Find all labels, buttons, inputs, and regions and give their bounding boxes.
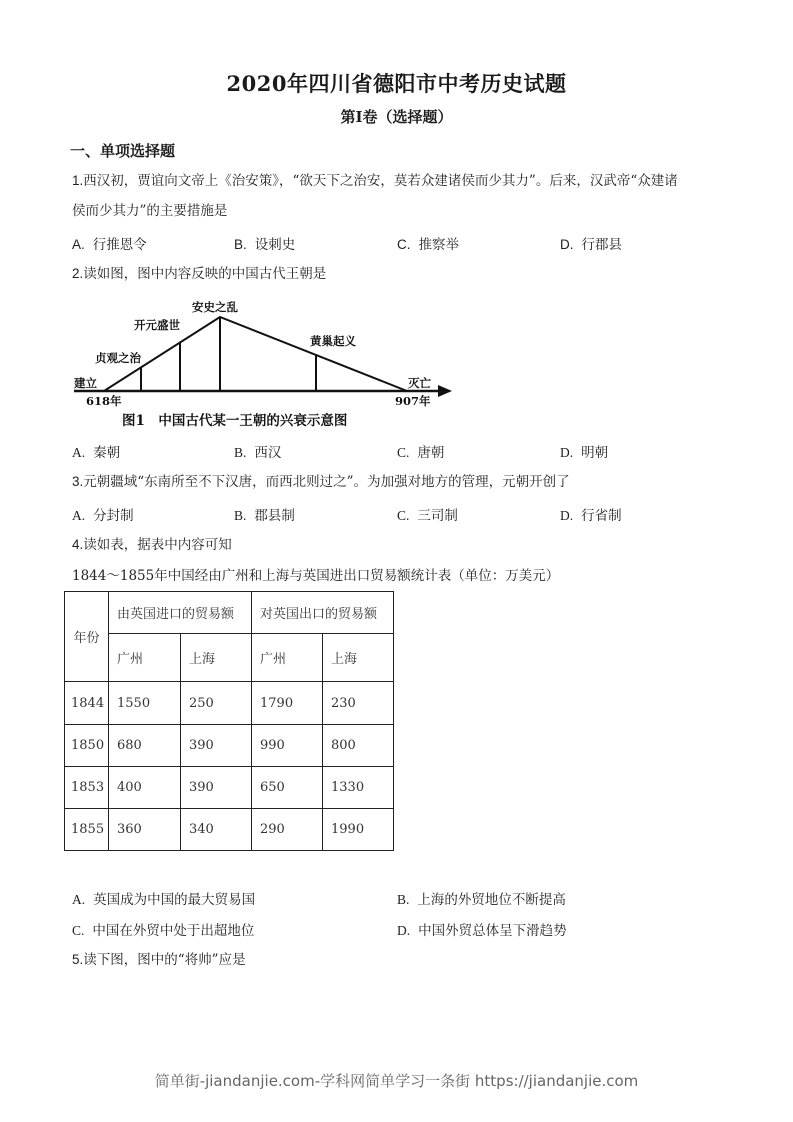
table-row xyxy=(65,767,394,809)
cell-year: 1853 xyxy=(65,767,109,809)
label-start-year: 618年 xyxy=(86,394,122,408)
trade-table xyxy=(64,591,394,851)
header-import: 由英国进口的贸易额 xyxy=(109,592,252,634)
subheader-guangzhou: 广州 xyxy=(252,634,323,682)
cell: 230 xyxy=(323,682,394,725)
option-d[interactable]: D. 行郡县 xyxy=(560,237,622,253)
option-c[interactable]: C. 唐朝 xyxy=(397,445,445,461)
cell: 800 xyxy=(323,725,394,767)
section-heading: 一、单项选择题 xyxy=(70,142,176,160)
label-founding: 建立 xyxy=(74,376,97,390)
question-number: 4. xyxy=(72,537,84,552)
option-a[interactable]: A. 分封制 xyxy=(72,508,134,524)
footer-watermark: 简单街-jiandanjie.com-学科网简单学习一条街 https://jiandanjie.com xyxy=(154,1072,639,1090)
cell-year: 1850 xyxy=(65,725,109,767)
option-d[interactable]: D. 明朝 xyxy=(560,445,609,461)
question-3-line-1: 3.元朝疆域“东南所至不下汉唐，而西北则过之”。为加强对地方的管理，元朝开创了 xyxy=(72,474,570,490)
option-b[interactable]: B. 郡县制 xyxy=(234,508,295,524)
cell: 680 xyxy=(109,725,181,767)
label-fall: 灭亡 xyxy=(408,376,431,390)
option-d[interactable]: D. 行省制 xyxy=(560,508,622,524)
table-header-row xyxy=(65,592,394,634)
question-2-line-1: 2.读如图，图中内容反映的中国古代王朝是 xyxy=(72,266,327,282)
option-c[interactable]: C. 推察举 xyxy=(397,237,459,253)
question-5-line-1: 5.读下图，图中的“将帅”应是 xyxy=(72,952,246,968)
table-row xyxy=(65,809,394,851)
dynasty-rise-fall-diagram xyxy=(70,296,460,430)
label-end-year: 907年 xyxy=(395,394,431,408)
option-b[interactable]: B. 设刺史 xyxy=(234,237,296,253)
option-a[interactable]: A. 秦朝 xyxy=(72,445,121,461)
label-anshi: 安史之乱 xyxy=(192,300,238,314)
question-number: 2. xyxy=(72,266,84,281)
option-d[interactable]: D. 中国外贸总体呈下滑趋势 xyxy=(397,923,567,939)
table-row xyxy=(65,725,394,767)
subheader-shanghai: 上海 xyxy=(323,634,394,682)
cell: 400 xyxy=(109,767,181,809)
option-a[interactable]: A. 行推恩令 xyxy=(72,237,147,253)
question-1-line-1: 1.西汉初，贾谊向文帝上《治安策》，“欲天下之治安，莫若众建诸侯而少其力”。后来，汉武帝“众建诸 xyxy=(72,173,678,189)
cell: 390 xyxy=(181,725,252,767)
option-c[interactable]: C. 三司制 xyxy=(397,508,458,524)
arrow-icon xyxy=(438,385,452,397)
subheader-guangzhou: 广州 xyxy=(109,634,181,682)
cell: 290 xyxy=(252,809,323,851)
question-number: 5. xyxy=(72,952,84,967)
cell: 990 xyxy=(252,725,323,767)
question-number: 3. xyxy=(72,474,84,489)
cell: 1330 xyxy=(323,767,394,809)
option-c[interactable]: C. 中国在外贸中处于出超地位 xyxy=(72,923,255,939)
question-number: 1. xyxy=(72,173,84,188)
label-kaiyuan: 开元盛世 xyxy=(134,318,180,332)
cell: 650 xyxy=(252,767,323,809)
cell: 1990 xyxy=(323,809,394,851)
cell: 340 xyxy=(181,809,252,851)
page-title: 2020年四川省德阳市中考历史试题 xyxy=(226,71,567,96)
subheader-shanghai: 上海 xyxy=(181,634,252,682)
cell-year: 1855 xyxy=(65,809,109,851)
question-1-line-2: 侯而少其力”的主要措施是 xyxy=(72,203,228,219)
option-b[interactable]: B. 上海的外贸地位不断提高 xyxy=(397,892,566,908)
table-caption: 1844～1855年中国经由广州和上海与英国进出口贸易额统计表（单位：万美元） xyxy=(72,568,560,584)
cell: 390 xyxy=(181,767,252,809)
header-export: 对英国出口的贸易额 xyxy=(252,592,394,634)
label-huangchao: 黄巢起义 xyxy=(310,334,356,348)
header-year: 年份 xyxy=(65,592,109,682)
cell: 1790 xyxy=(252,682,323,725)
option-b[interactable]: B. 西汉 xyxy=(234,445,282,461)
table-row xyxy=(65,682,394,725)
option-a[interactable]: A. 英国成为中国的最大贸易国 xyxy=(72,892,256,908)
cell: 250 xyxy=(181,682,252,725)
table-subheader-row xyxy=(65,634,394,682)
label-zhenguan: 贞观之治 xyxy=(95,351,141,365)
cell-year: 1844 xyxy=(65,682,109,725)
cell: 360 xyxy=(109,809,181,851)
figure-caption: 图1 中国古代某一王朝的兴衰示意图 xyxy=(122,413,348,429)
question-4-line-1: 4.读如表，据表中内容可知 xyxy=(72,537,232,553)
page-subtitle: 第Ⅰ卷（选择题） xyxy=(340,108,453,126)
cell: 1550 xyxy=(109,682,181,725)
